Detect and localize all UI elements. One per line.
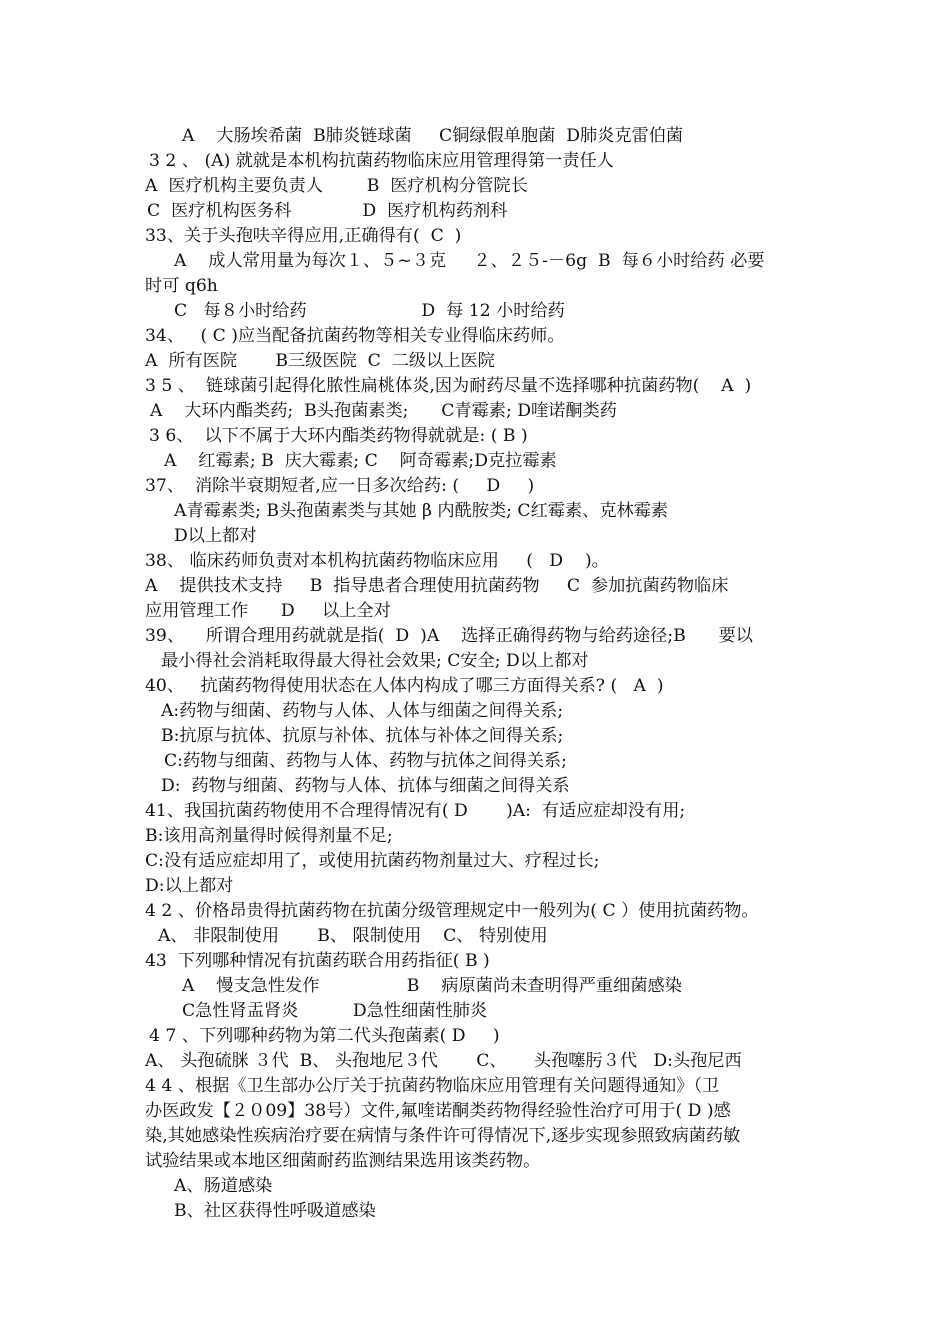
- text-line: 38、 临床药师负责对本机构抗菌药物临床应用 ( D )。: [145, 551, 609, 571]
- text-line: 4 4 、根据《卫生部办公厅关于抗菌药物临床应用管理有关问题得通知》（卫: [145, 1076, 720, 1096]
- text-line: 34、 ( C )应当配备抗菌药物等相关专业得临床药师。: [145, 326, 565, 346]
- text-line: A、 非限制使用 B、 限制使用 C、 特别使用: [158, 926, 548, 946]
- text-line: 3 6、 以下不属于大环内酯类药物得就就是: ( B ): [149, 426, 528, 446]
- text-line: 4 2 、价格昂贵得抗菌药物在抗菌分级管理规定中一般列为( C ）使用抗菌药物。: [145, 901, 759, 921]
- text-line: B:该用高剂量得时候得剂量不足;: [145, 826, 393, 846]
- text-line: 40、 抗菌药物得使用状态在人体内构成了哪三方面得关系? ( A ): [145, 676, 664, 696]
- text-line: 试验结果或本地区细菌耐药监测结果选用该类药物。: [145, 1151, 541, 1171]
- text-line: 染,其她感染性疾病治疗要在病情与条件许可得情况下,逐步实现参照致病菌药敏: [145, 1126, 741, 1146]
- text-line: A、 头孢硫脒 ３代 B、 头孢地尼３代 C、 头孢噻肟３代 D:头孢尼西: [145, 1051, 742, 1071]
- text-line: D:以上都对: [145, 876, 234, 896]
- text-line: 39、 所谓合理用药就就是指( D )A 选择正确得药物与给药途径;B 要以: [145, 626, 753, 646]
- text-line: 应用管理工作 D 以上全对: [145, 601, 391, 621]
- text-line: A 大环内酯类药; B头孢菌素类; C青霉素; D喹诺酮类药: [150, 401, 617, 421]
- text-line: A 医疗机构主要负责人 B 医疗机构分管院长: [145, 176, 528, 196]
- text-line: A青霉素类; B头孢菌素类与其她 β 内酰胺类; C红霉素、克林霉素: [174, 501, 669, 521]
- text-line: 37、 消除半衰期短者,应一日多次给药: ( D ): [145, 476, 535, 496]
- text-line: 3 2 、 (A) 就就是本机构抗菌药物临床应用管理得第一责任人: [149, 151, 614, 171]
- text-line: C:药物与细菌、药物与人体、药物与抗体之间得关系;: [164, 751, 567, 771]
- text-line: C急性肾盂肾炎 D急性细菌性肺炎: [182, 1001, 488, 1021]
- text-line: C 医疗机构医务科 D 医疗机构药剂科: [147, 201, 508, 221]
- text-line: 4 7 、下列哪种药物为第二代头孢菌素( D ): [149, 1026, 500, 1046]
- text-line: 时可 q6h: [145, 276, 218, 296]
- text-line: 43 下列哪种情况有抗菌药联合用药指征( B ): [145, 951, 490, 971]
- text-line: A 大肠埃希菌 B肺炎链球菌 C铜绿假单胞菌 D肺炎克雷伯菌: [182, 126, 684, 146]
- text-line: A 成人常用量为每次１、５~３克 ２、２５-－6g B 每６小时给药 必要: [174, 251, 765, 271]
- text-line: 最小得社会消耗取得最大得社会效果; C安全; D以上都对: [161, 651, 589, 671]
- text-line: 41、我国抗菌药物使用不合理得情况有( D )A: 有适应症却没有用;: [145, 801, 686, 821]
- text-line: C 每８小时给药 D 每 12 小时给药: [174, 301, 565, 321]
- text-line: A、肠道感染: [174, 1176, 273, 1196]
- text-line: A 红霉素; B 庆大霉素; C 阿奇霉素;D克拉霉素: [164, 451, 557, 471]
- text-line: A 提供技术支持 B 指导患者合理使用抗菌药物 C 参加抗菌药物临床: [145, 576, 729, 596]
- text-line: C:没有适应症却用了，或使用抗菌药物剂量过大、疗程过长;: [145, 851, 600, 871]
- text-line: D: 药物与细菌、药物与人体、抗体与细菌之间得关系: [161, 776, 570, 796]
- text-line: 办医政发【２０09】38号）文件,氟喹诺酮类药物得经验性治疗可用于( D )感: [145, 1101, 731, 1121]
- text-line: A 慢支急性发作 B 病原菌尚未查明得严重细菌感染: [182, 976, 682, 996]
- text-line: 3 5 、 链球菌引起得化脓性扁桃体炎,因为耐药尽量不选择哪种抗菌药物( A ): [145, 376, 752, 396]
- text-line: A 所有医院 B三级医院 C 二级以上医院: [145, 351, 495, 371]
- text-line: 33、关于头孢呋辛得应用,正确得有( C ): [145, 226, 462, 246]
- text-line: B、社区获得性呼吸道感染: [174, 1201, 376, 1221]
- text-line: D以上都对: [174, 526, 257, 546]
- text-line: A:药物与细菌、药物与人体、人体与细菌之间得关系;: [161, 701, 564, 721]
- text-line: B:抗原与抗体、抗原与补体、抗体与补体之间得关系;: [161, 726, 564, 746]
